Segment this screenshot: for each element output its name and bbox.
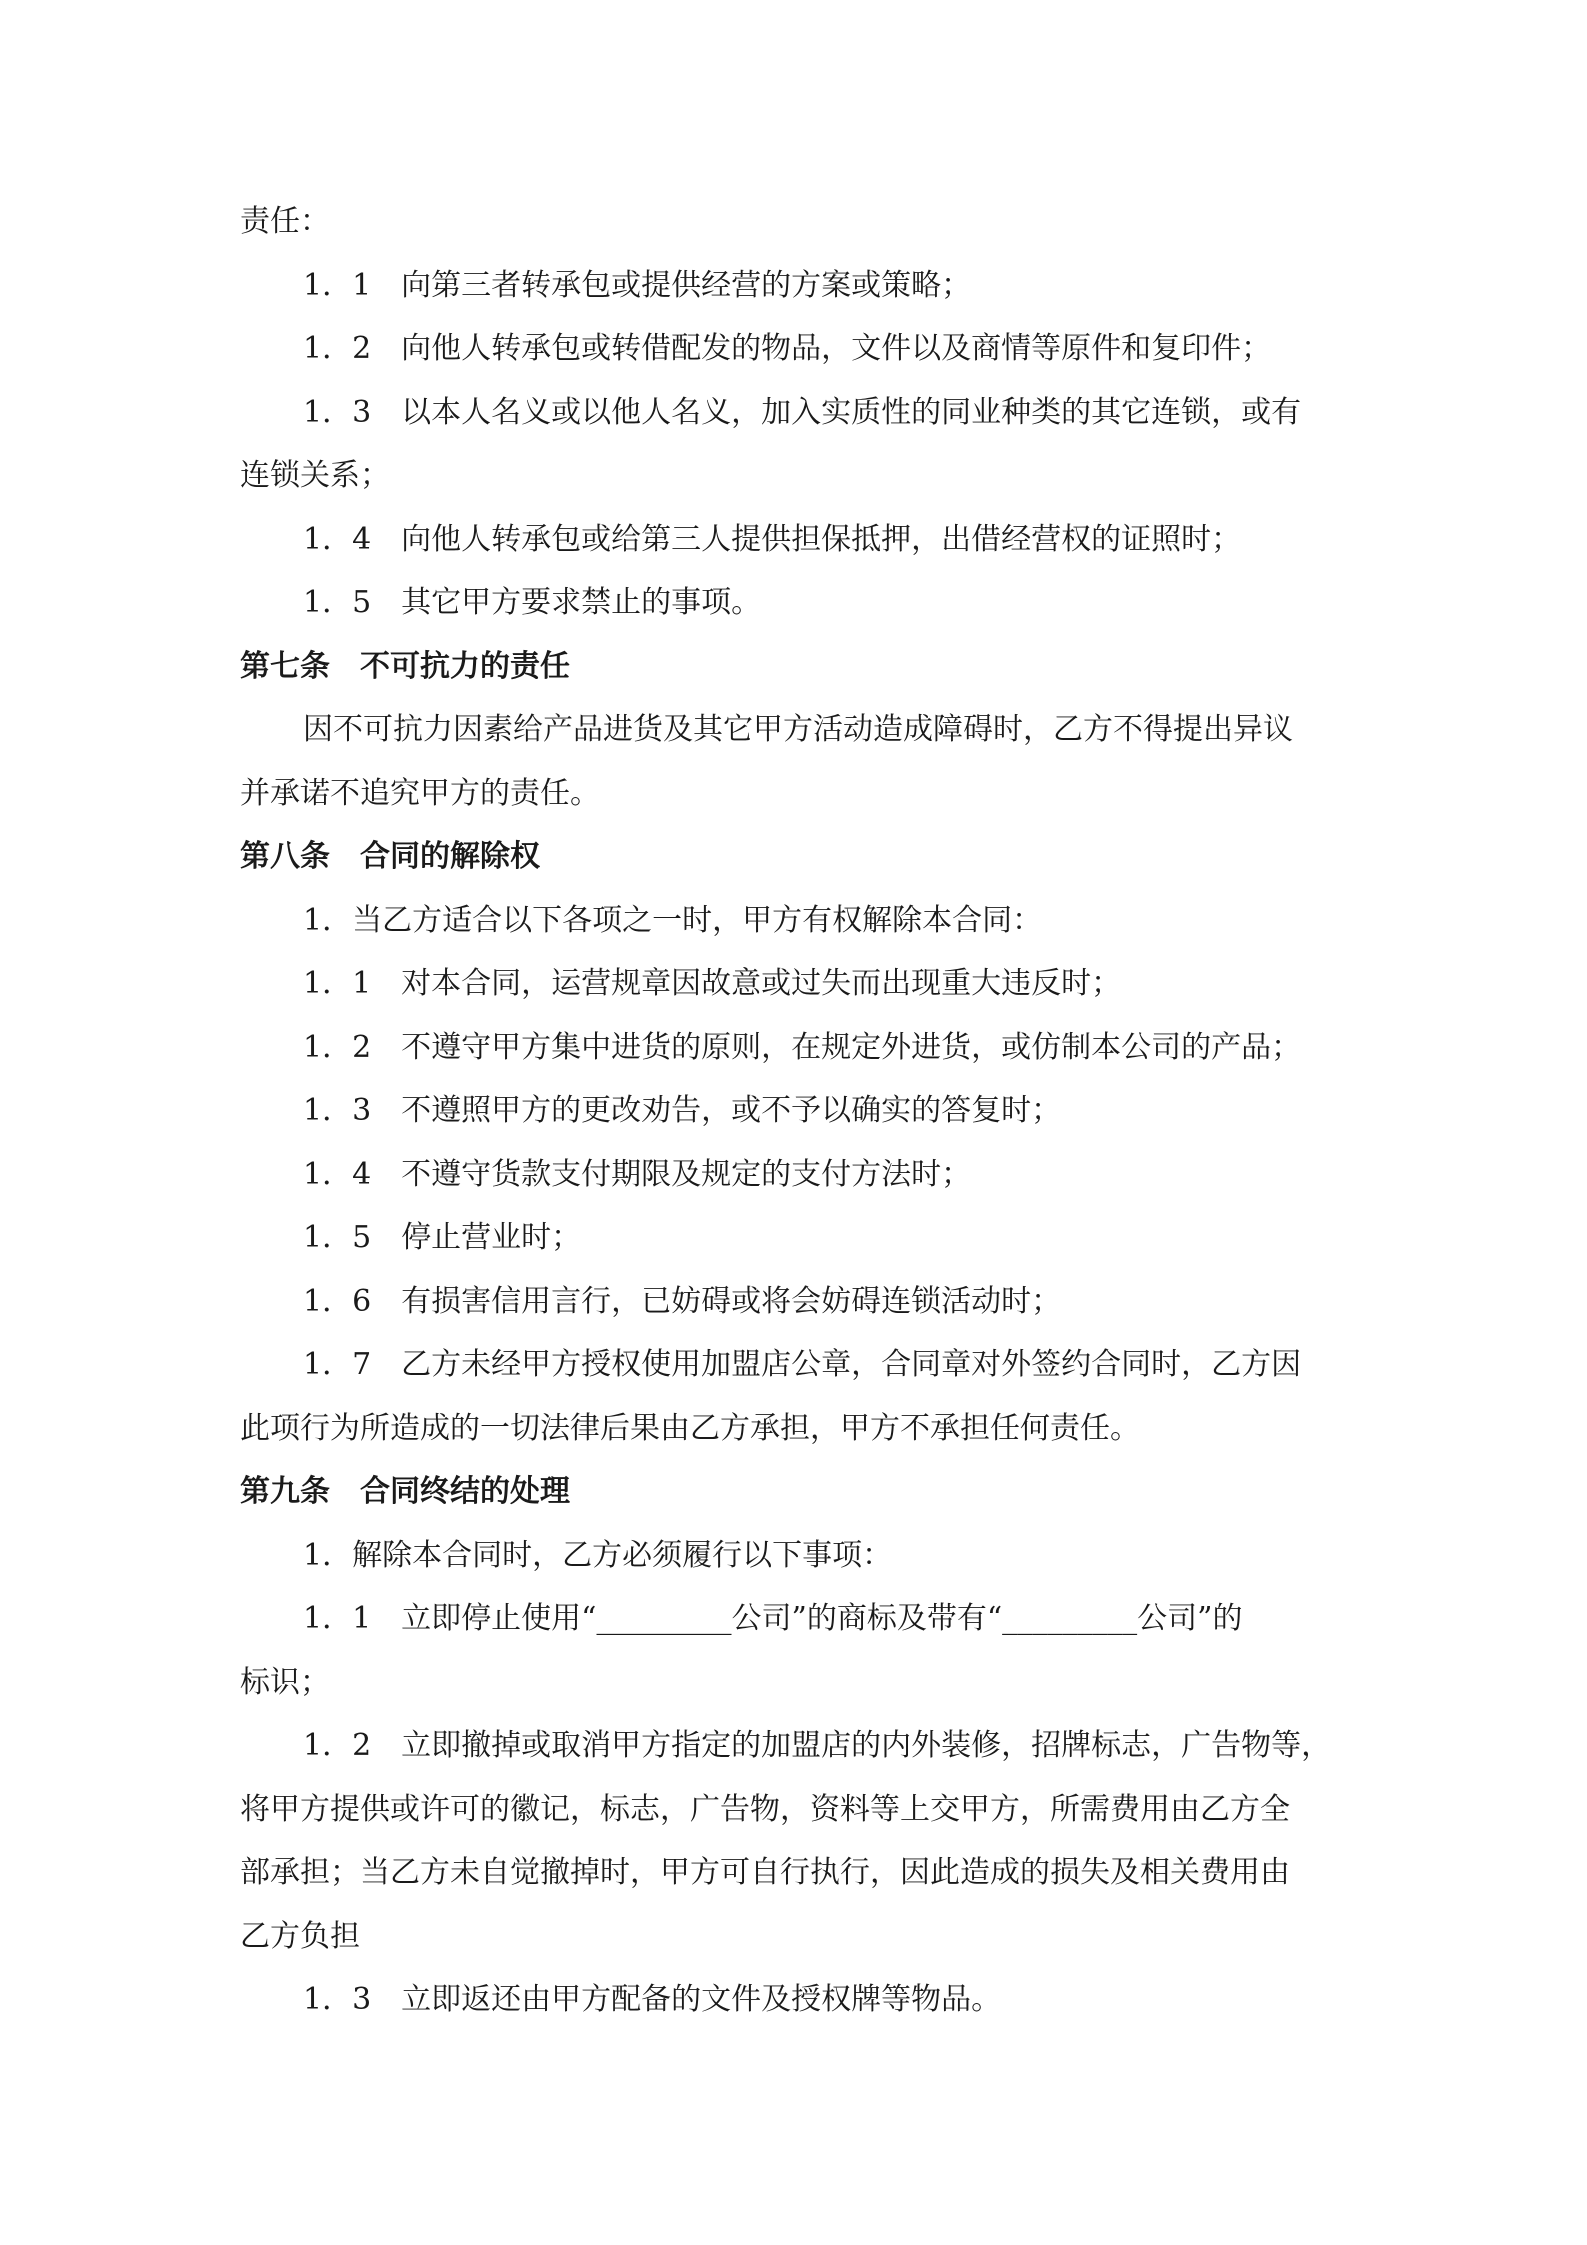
text-line: 并承诺不追究甲方的责任。 — [240, 775, 600, 811]
text-line: 1．解除本合同时，乙方必须履行以下事项： — [303, 1537, 893, 1573]
text-line: 标识； — [240, 1664, 330, 1700]
section-heading: 第七条 不可抗力的责任 — [240, 648, 570, 684]
text-line: 1．5 其它甲方要求禁止的事项。 — [303, 585, 762, 620]
text-line: 1．5 停止营业时； — [303, 1220, 582, 1255]
text-line: 因不可抗力因素给产品进货及其它甲方活动造成障碍时，乙方不得提出异议 — [303, 712, 1293, 747]
text-line: 1．3 不遵照甲方的更改劝告，或不予以确实的答复时； — [303, 1093, 1062, 1128]
text-line: 连锁关系； — [240, 458, 390, 493]
text-line: 1．7 乙方未经甲方授权使用加盟店公章，合同章对外签约合同时，乙方因 — [303, 1347, 1302, 1382]
section-heading: 第八条 合同的解除权 — [240, 839, 540, 874]
text-line: 1．3 以本人名义或以他人名义，加入实质性的同业种类的其它连锁，或有 — [303, 394, 1302, 430]
text-line: 1．当乙方适合以下各项之一时，甲方有权解除本合同： — [303, 902, 1043, 938]
document-body — [240, 190, 1355, 2032]
text-line: 1．3 立即返还由甲方配备的文件及授权牌等物品。 — [303, 1982, 1002, 2017]
text-line: 责任： — [240, 204, 330, 239]
section-heading: 第九条 合同终结的处理 — [240, 1474, 570, 1509]
text-line: 乙方负担 — [240, 1918, 360, 1954]
text-line: 1．4 向他人转承包或给第三人提供担保抵押，出借经营权的证照时； — [303, 521, 1242, 557]
text-line: 将甲方提供或许可的徽记，标志，广告物，资料等上交甲方，所需费用由乙方全 — [240, 1791, 1290, 1827]
text-line: 1．2 立即撤掉或取消甲方指定的加盟店的内外装修，招牌标志，广告物等， — [303, 1728, 1332, 1763]
text-line: 此项行为所造成的一切法律后果由乙方承担，甲方不承担任何责任。 — [240, 1410, 1140, 1446]
text-line: 1．1 对本合同，运营规章因故意或过失而出现重大违反时； — [303, 966, 1122, 1001]
text-line: 1．1 向第三者转承包或提供经营的方案或策略； — [303, 267, 972, 303]
text-line: 1．1 立即停止使用“_________公司”的商标及带有“_________公司”的 — [303, 1601, 1243, 1636]
text-line: 1．2 不遵守甲方集中进货的原则，在规定外进货，或仿制本公司的产品； — [303, 1029, 1302, 1065]
text-line: 1．4 不遵守货款支付期限及规定的支付方法时； — [303, 1156, 972, 1192]
text-line: 1．2 向他人转承包或转借配发的物品，文件以及商情等原件和复印件； — [303, 331, 1272, 366]
text-line: 1．6 有损害信用言行，已妨碍或将会妨碍连锁活动时； — [303, 1283, 1062, 1319]
text-line: 部承担；当乙方未自觉撤掉时，甲方可自行执行，因此造成的损失及相关费用由 — [240, 1855, 1290, 1890]
